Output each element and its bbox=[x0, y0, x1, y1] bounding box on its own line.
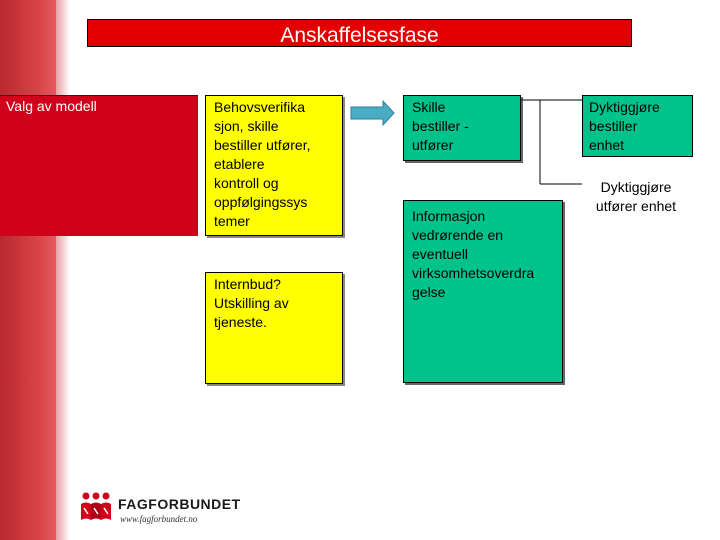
box-line: Utskilling av bbox=[214, 295, 289, 311]
model-choice-label: Valg av modell bbox=[6, 98, 97, 114]
block-arrow-icon bbox=[351, 101, 394, 125]
logo-url: www.fagforbundet.no bbox=[120, 514, 198, 524]
box-line: Skille bbox=[412, 99, 446, 115]
box-line: vedrørende en bbox=[412, 227, 504, 243]
box-line: temer bbox=[214, 213, 250, 229]
box-line: virksomhetsoverdra bbox=[412, 265, 535, 281]
box-line: etablere bbox=[214, 156, 265, 172]
logo-name: FAGFORBUNDET bbox=[118, 496, 241, 512]
fagforbundet-logo-icon bbox=[78, 490, 114, 524]
box-line: oppfølgingssys bbox=[214, 194, 308, 210]
box-line: enhet bbox=[589, 137, 625, 153]
box-line: kontroll og bbox=[214, 175, 279, 191]
box-line: Internbud? bbox=[214, 276, 281, 292]
page-title: Anskaffelsesfase bbox=[280, 24, 439, 47]
label-line: utfører enhet bbox=[595, 198, 677, 214]
box-line: gelse bbox=[412, 284, 446, 300]
box-line: bestiller - bbox=[412, 118, 469, 134]
box-line: eventuell bbox=[412, 246, 469, 262]
box-line: utfører bbox=[412, 137, 454, 153]
box-line: sjon, skille bbox=[214, 118, 279, 134]
box-line: Informasjon bbox=[412, 208, 486, 224]
box-line: bestiller utfører, bbox=[214, 137, 311, 153]
box-line: Dyktiggjøre bbox=[589, 99, 660, 115]
box-line: tjeneste. bbox=[214, 314, 267, 330]
box-line: Behovsverifika bbox=[214, 99, 306, 115]
label-line: Dyktiggjøre bbox=[600, 179, 672, 195]
box-line: bestiller bbox=[589, 118, 638, 134]
